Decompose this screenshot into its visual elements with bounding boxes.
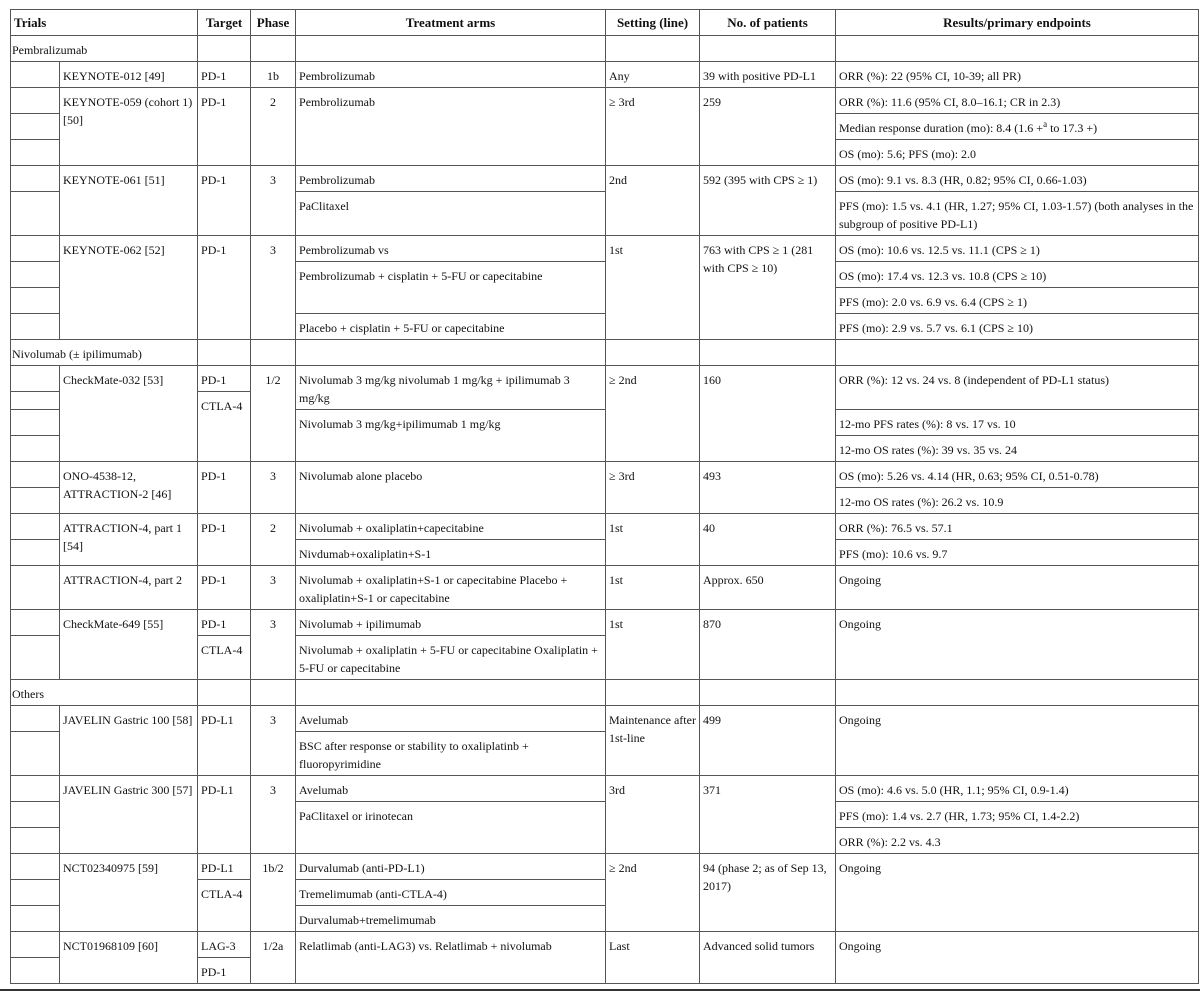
trial-result: 12-mo OS rates (%): 39 vs. 35 vs. 24 [836, 436, 1199, 462]
trial-patients: 259 [700, 88, 836, 166]
treatment-arm: Nivolumab + oxaliplatin+capecitabine [296, 514, 606, 540]
trial-target: PD-L1 [198, 854, 251, 880]
trial-phase: 3 [251, 462, 296, 514]
header-patients: No. of patients [700, 10, 836, 36]
trial-result: PFS (mo): 1.4 vs. 2.7 (HR, 1.73; 95% CI, 1.4-2.2) [836, 802, 1199, 828]
trial-patients: 40 [700, 514, 836, 566]
trial-result: ORR (%): 2.2 vs. 4.3 [836, 828, 1199, 854]
trial-result: Ongoing [836, 706, 1199, 776]
trial-result: OS (mo): 9.1 vs. 8.3 (HR, 0.82; 95% CI, 0.66-1.03) [836, 166, 1199, 192]
trial-result: Ongoing [836, 566, 1199, 610]
treatment-arm: Durvalumab+tremelimumab [296, 906, 606, 932]
trial-phase: 2 [251, 514, 296, 566]
treatment-arm: Nivolumab alone placebo [296, 462, 606, 514]
trial-name: CheckMate-032 [53] [60, 366, 198, 462]
group-row [11, 340, 1199, 366]
table-row [11, 462, 1199, 488]
trial-name: JAVELIN Gastric 300 [57] [60, 776, 198, 854]
trial-setting: 1st [606, 236, 700, 340]
trial-target: PD-1 [198, 610, 251, 636]
trial-patients: 870 [700, 610, 836, 680]
header-target: Target [198, 10, 251, 36]
table-row [11, 366, 1199, 392]
trial-name: CheckMate-649 [55] [60, 610, 198, 680]
footnote-marker: a [1043, 119, 1048, 129]
table-row [11, 610, 1199, 636]
table-row [11, 166, 1199, 192]
trial-result: Ongoing [836, 932, 1199, 984]
trial-phase: 1b/2 [251, 854, 296, 932]
trial-name: KEYNOTE-061 [51] [60, 166, 198, 236]
trial-target: PD-1 [198, 566, 251, 610]
trial-target: CTLA-4 [198, 880, 251, 932]
trial-phase: 1b [251, 62, 296, 88]
header-results: Results/primary endpoints [836, 10, 1199, 36]
header-phase: Phase [251, 10, 296, 36]
trial-setting: 2nd [606, 166, 700, 236]
trial-result: ORR (%): 12 vs. 24 vs. 8 (independent of PD-L1 status) [836, 366, 1199, 410]
treatment-arm: Pembrolizumab + cisplatin + 5-FU or capecitabine [296, 262, 606, 314]
trial-patients: 592 (395 with CPS ≥ 1) [700, 166, 836, 236]
trial-result: OS (mo): 5.26 vs. 4.14 (HR, 0.63; 95% CI, 0.51-0.78) [836, 462, 1199, 488]
trial-result: Median response duration (mo): 8.4 (1.6 +$^a$ to 17.3 +) [836, 114, 1199, 140]
trial-target: PD-1 [198, 514, 251, 566]
trial-target: PD-1 [198, 958, 251, 984]
trial-phase: 3 [251, 610, 296, 680]
trial-name: KEYNOTE-059 (cohort 1) [50] [60, 88, 198, 166]
trial-phase: 3 [251, 776, 296, 854]
trial-setting: ≥ 2nd [606, 366, 700, 462]
trial-phase: 3 [251, 236, 296, 340]
trial-setting: ≥ 2nd [606, 854, 700, 932]
treatment-arm: Nivdumab+oxaliplatin+S-1 [296, 540, 606, 566]
header-row [11, 10, 1199, 36]
trial-result: PFS (mo): 10.6 vs. 9.7 [836, 540, 1199, 566]
trial-patients: 371 [700, 776, 836, 854]
trial-result: ORR (%): 11.6 (95% CI, 8.0–16.1; CR in 2.3) [836, 88, 1199, 114]
group-label: Nivolumab (± ipilimumab) [11, 340, 198, 366]
treatment-arm: Nivolumab + oxaliplatin + 5-FU or capecitabine Oxaliplatin + 5-FU or capecitabine [296, 636, 606, 680]
trial-phase: 2 [251, 88, 296, 166]
trial-setting: Maintenance after 1st-line [606, 706, 700, 776]
treatment-arm: Nivolumab 3 mg/kg+ipilimumab 1 mg/kg [296, 410, 606, 462]
trial-patients: 493 [700, 462, 836, 514]
trial-target: PD-1 [198, 62, 251, 88]
trial-setting: ≥ 3rd [606, 88, 700, 166]
trial-phase: 3 [251, 166, 296, 236]
treatment-arm: Nivolumab 3 mg/kg nivolumab 1 mg/kg + ipilimumab 3 mg/kg [296, 366, 606, 410]
treatment-arm: Placebo + cisplatin + 5-FU or capecitabine [296, 314, 606, 340]
trial-target: PD-1 [198, 236, 251, 340]
treatment-arm: Durvalumab (anti-PD-L1) [296, 854, 606, 880]
trial-setting: 1st [606, 514, 700, 566]
trial-result: PFS (mo): 2.9 vs. 5.7 vs. 6.1 (CPS ≥ 10) [836, 314, 1199, 340]
trial-name: NCT02340975 [59] [60, 854, 198, 932]
trial-name: NCT01968109 [60] [60, 932, 198, 984]
treatment-arm: PaClitaxel or irinotecan [296, 802, 606, 854]
treatment-arm: BSC after response or stability to oxaliplatinb + fluoropyrimidine [296, 732, 606, 776]
trial-patients: 94 (phase 2; as of Sep 13, 2017) [700, 854, 836, 932]
treatment-arm: Avelumab [296, 706, 606, 732]
trial-phase: 1/2 [251, 366, 296, 462]
group-label: Others [11, 680, 198, 706]
trial-target: CTLA-4 [198, 636, 251, 680]
group-row [11, 680, 1199, 706]
trial-name: ONO-4538-12, ATTRACTION-2 [46] [60, 462, 198, 514]
header-trials: Trials [11, 10, 198, 36]
trial-patients: 499 [700, 706, 836, 776]
treatment-arm: Nivolumab + oxaliplatin+S-1 or capecitabine Placebo + oxaliplatin+S-1 or capecitabine [296, 566, 606, 610]
treatment-arm: PaClitaxel [296, 192, 606, 236]
trial-name: JAVELIN Gastric 100 [58] [60, 706, 198, 776]
trial-result: PFS (mo): 2.0 vs. 6.9 vs. 6.4 (CPS ≥ 1) [836, 288, 1199, 314]
trial-target: PD-1 [198, 462, 251, 514]
table-row [11, 62, 1199, 88]
trial-name: ATTRACTION-4, part 1 [54] [60, 514, 198, 566]
table-row [11, 932, 1199, 958]
table-row [11, 514, 1199, 540]
trial-name: KEYNOTE-062 [52] [60, 236, 198, 340]
trial-result: OS (mo): 4.6 vs. 5.0 (HR, 1.1; 95% CI, 0.9-1.4) [836, 776, 1199, 802]
trial-setting: 1st [606, 566, 700, 610]
trial-setting: 1st [606, 610, 700, 680]
trial-name: KEYNOTE-012 [49] [60, 62, 198, 88]
trial-result: Ongoing [836, 610, 1199, 680]
trial-result: OS (mo): 17.4 vs. 12.3 vs. 10.8 (CPS ≥ 10) [836, 262, 1199, 288]
trial-setting: 3rd [606, 776, 700, 854]
treatment-arm: Nivolumab + ipilimumab [296, 610, 606, 636]
trial-phase: 1/2a [251, 932, 296, 984]
treatment-arm: Pembrolizumab [296, 88, 606, 166]
trial-setting: ≥ 3rd [606, 462, 700, 514]
table-row [11, 854, 1199, 880]
table-row [11, 706, 1199, 732]
trial-result: 12-mo PFS rates (%): 8 vs. 17 vs. 10 [836, 410, 1199, 436]
trial-setting: Last [606, 932, 700, 984]
treatment-arm: Pembrolizumab [296, 62, 606, 88]
trial-result: ORR (%): 76.5 vs. 57.1 [836, 514, 1199, 540]
table-row [11, 88, 1199, 114]
treatment-arm: Pembrolizumab vs [296, 236, 606, 262]
trial-patients: 763 with CPS ≥ 1 (281 with CPS ≥ 10) [700, 236, 836, 340]
header-treatment-arms: Treatment arms [296, 10, 606, 36]
table-row [11, 776, 1199, 802]
trial-patients: Approx. 650 [700, 566, 836, 610]
trial-patients: 39 with positive PD-L1 [700, 62, 836, 88]
trial-setting: Any [606, 62, 700, 88]
treatment-arm: Pembrolizumab [296, 166, 606, 192]
treatment-arm: Tremelimumab (anti-CTLA-4) [296, 880, 606, 906]
trial-name: ATTRACTION-4, part 2 [60, 566, 198, 610]
trial-result: Ongoing [836, 854, 1199, 932]
trial-target: LAG-3 [198, 932, 251, 958]
group-row [11, 36, 1199, 62]
trial-result: 12-mo OS rates (%): 26.2 vs. 10.9 [836, 488, 1199, 514]
trial-patients: Advanced solid tumors [700, 932, 836, 984]
treatment-arm: Avelumab [296, 776, 606, 802]
bottom-rule [0, 989, 1200, 991]
trial-target: PD-L1 [198, 776, 251, 854]
clinical-trials-table [10, 9, 1199, 984]
trial-result: PFS (mo): 1.5 vs. 4.1 (HR, 1.27; 95% CI, 1.03-1.57) (both analyses in the subgroup of positive PD-L1) [836, 192, 1199, 236]
trial-result: OS (mo): 5.6; PFS (mo): 2.0 [836, 140, 1199, 166]
trial-patients: 160 [700, 366, 836, 462]
trial-result: ORR (%): 22 (95% CI, 10-39; all PR) [836, 62, 1199, 88]
trial-target: CTLA-4 [198, 392, 251, 462]
trial-phase: 3 [251, 706, 296, 776]
trial-target: PD-L1 [198, 706, 251, 776]
table-row [11, 236, 1199, 262]
trial-phase: 3 [251, 566, 296, 610]
trial-target: PD-1 [198, 88, 251, 166]
trial-result: OS (mo): 10.6 vs. 12.5 vs. 11.1 (CPS ≥ 1) [836, 236, 1199, 262]
header-setting: Setting (line) [606, 10, 700, 36]
treatment-arm: Relatlimab (anti-LAG3) vs. Relatlimab + nivolumab [296, 932, 606, 984]
trial-target: PD-1 [198, 166, 251, 236]
trial-target: PD-1 [198, 366, 251, 392]
table-row [11, 566, 1199, 610]
group-label: Pembralizumab [11, 36, 198, 62]
